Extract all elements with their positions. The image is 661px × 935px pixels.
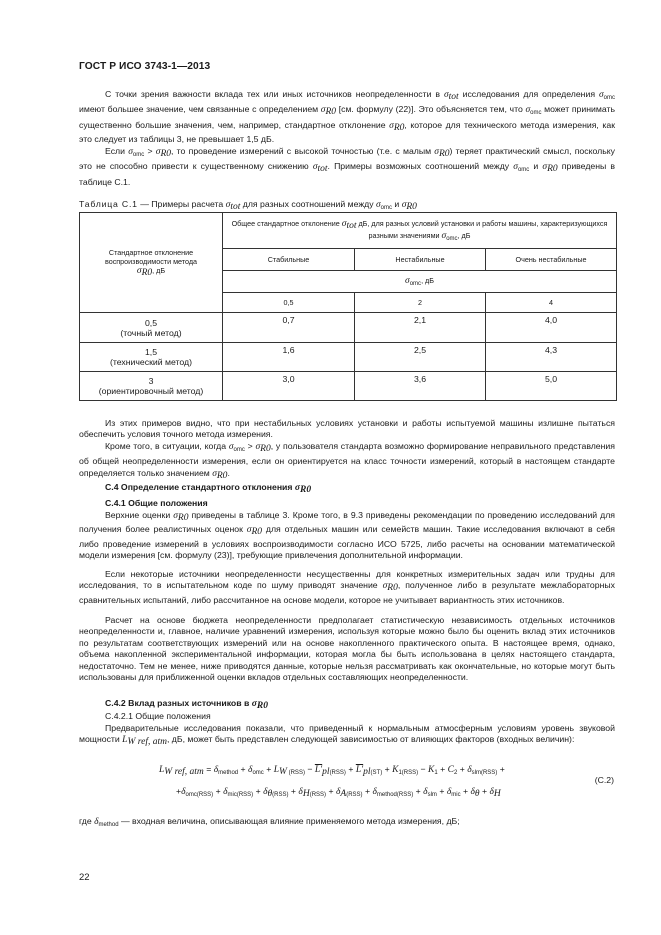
paragraph-insignificant-sources: Если некоторые источники неопределенности несущественны для конкретных измерительных задач или трудны для исследования, то в испытательном коде по шуму приводят значение $\sigma_{R0}$, полученное либо в результате межлабораторных сравнительных испытаний, либо рассчитанное на основе модели, которое не учитывает вариантность этих источников. — [79, 569, 615, 605]
table-left-header: Стандартное отклонение воспроизводимости метода $\sigma_{R0}$, дБ — [80, 213, 223, 313]
table-cell: 4,3 — [486, 343, 617, 372]
row-label: 1,5 (технический метод) — [80, 343, 223, 372]
formula-c2 — [79, 764, 616, 810]
row-label: 3 (ориентировочный метод) — [80, 372, 223, 401]
table-cell: 2,5 — [355, 343, 486, 372]
paragraph-high-precision: Если $\sigma_{omc} > \sigma_{R0}$, то проведение измерений с высокой точностью (т.е. с малым $\sigma_{R0}$) теряет практический смысл, поскольку это не способно привести к существенному снижению $\sigma_{tot}$. Примеры возможных соотношений между $\sigma_{omc}$ и $\sigma_{R0}$ приведены в таблице С.1. — [79, 146, 616, 187]
table-caption: Таблица С.1 — Примеры расчета $\sigma_{tot}$ для разных соотношений между $\sigma_{omc}$ и $\sigma_{R0}$ — [79, 199, 417, 212]
table-cell: 1,6 — [223, 343, 355, 372]
table-cell: 5,0 — [486, 372, 617, 401]
table-cell: 2,1 — [355, 313, 486, 343]
section-c4-heading: С.4 Определение стандартного отклонения $\sigma_{R0}$ — [105, 482, 312, 495]
table-row — [80, 372, 617, 401]
table-c1 — [79, 212, 617, 401]
table-cell: 3,0 — [223, 372, 355, 401]
paragraph-preliminary: Предварительные исследования показали, что приведенный к нормальным атмосферным условиям уровень звуковой мощности $L_{W ref, atm}$, дБ, может быть представлен следующей зависимостью от влияющих факторов (входных величин): — [79, 723, 615, 748]
formula-line-2: $+\delta_{omc(RSS)} + \delta_{mic(RSS)} + \delta_{\theta(RSS)} + \delta_{H(RSS)} + \delta_{A(RSS)} + \delta_{method(RSS)} + \delta_{slm} + \delta_{mic} + \delta_\theta + \delta_H$ — [176, 786, 501, 799]
section-c421-heading: С.4.2.1 Общие положения — [105, 711, 211, 721]
condition-very-unstable: Очень нестабильные — [486, 249, 617, 271]
section-c41-heading: С.4.1 Общие положения — [105, 498, 208, 508]
page-number: 22 — [79, 872, 90, 883]
row-label: 0,5 (точный метод) — [80, 313, 223, 343]
paragraph-importance: С точки зрения важности вклада тех или иных источников неопределенности в $\sigma_{tot}$ исследования для определения $\sigma_{omc}$ имеют большее значение, чем связанные с определением $\sigma_{R0}$ [см. формулу (22)]. Это объясняется тем, что $\sigma_{omc}$ может принимать существенно большие значения, чем, например, стандартное отклонение $\sigma_{R0}$, которое для технического метода измерения, как это следует из таблицы 3, не превышает 1,5 дБ. — [79, 89, 615, 145]
paragraph-upper-estimates: Верхние оценки $\sigma_{R0}$ приведены в таблице 3. Кроме того, в 9.3 приведены рекомендации по проведению исследований для получения более реалистичных оценок $\sigma_{R0}$ для отдельных машин или семейств машин. Такие исследования включают в себя либо проведение измерений в условиях воспроизводимости согласно ИСО 5725, либо расчеты на основании математической модели измерения [см. формулу (23)], требующие привлечения дополнительной информации. — [79, 510, 616, 561]
table-cell: 0,7 — [223, 313, 355, 343]
omc-value: 2 — [355, 293, 486, 313]
omc-value: 0,5 — [223, 293, 355, 313]
condition-unstable: Нестабильные — [355, 249, 486, 271]
table-top-header: Общее стандартное отклонение $\sigma_{tot}$ дБ, для разных условий установки и работы машины, характеризующихся разными значениями $\sigma_{omc}$, дБ — [223, 213, 617, 249]
section-c42-heading: С.4.2 Вклад разных источников в $\sigma_{R0}$ — [105, 698, 268, 711]
table-row — [80, 313, 617, 343]
table-cell: 3,6 — [355, 372, 486, 401]
document-header: ГОСТ Р ИСО 3743-1—2013 — [79, 61, 211, 72]
paragraph-examples: Из этих примеров видно, что при нестабильных условиях установки и работы испытуемой машины излишне пытаться обеспечить условия точного метода измерения. — [79, 418, 615, 440]
omc-header: $\sigma_{omc}$, дБ — [223, 271, 617, 293]
omc-value: 4 — [486, 293, 617, 313]
table-row — [80, 343, 617, 372]
formula-number: (С.2) — [594, 775, 614, 785]
paragraph-user-misconception: Кроме того, в ситуации, когда $\sigma_{omc} > \sigma_{R0}$, у пользователя стандарта возможно формирование неправильного представления об общей неопределенности измерения, если он ориентируется на класс точности измерений, который в настоящем стандарте определяется только значением $\sigma_{R0}$. — [79, 441, 615, 481]
condition-stable: Стабильные — [223, 249, 355, 271]
table-cell: 4,0 — [486, 313, 617, 343]
formula-line-1: $L_{W ref, atm} = \delta_{method} + \delta_{omc} + L_W$ $_{(RSS)} - L'_{pl(RSS)} + L'_{pl(ST)} + K_{1(RSS)} - K_1 + C_2 + \delta_{slm(RSS)}$ + — [159, 764, 505, 777]
paragraph-budget: Расчет на основе бюджета неопределенности предполагает статистическую независимость отдельных источников неопределенности и, главное, наличие уравнений измерения, используя которые можно было бы оценить вклад этих источников по результатам соответствующих измерений или на основе накопленного практического опыта. В настоящее время, однако, объема накопленной экспериментальной информации, которая могла бы быть использована в целях настоящего стандарта, недостаточно. Тем не менее, ниже приводятся данные, которые нельзя рассматривать как окончательные, но которые могут быть использованы для приближенной оценки вкладов отдельных составляющих неопределенности. — [79, 615, 615, 683]
paragraph-where: где $\delta_{method}$ — входная величина, описывающая влияние применяемого метода измерения, дБ; — [79, 816, 460, 828]
